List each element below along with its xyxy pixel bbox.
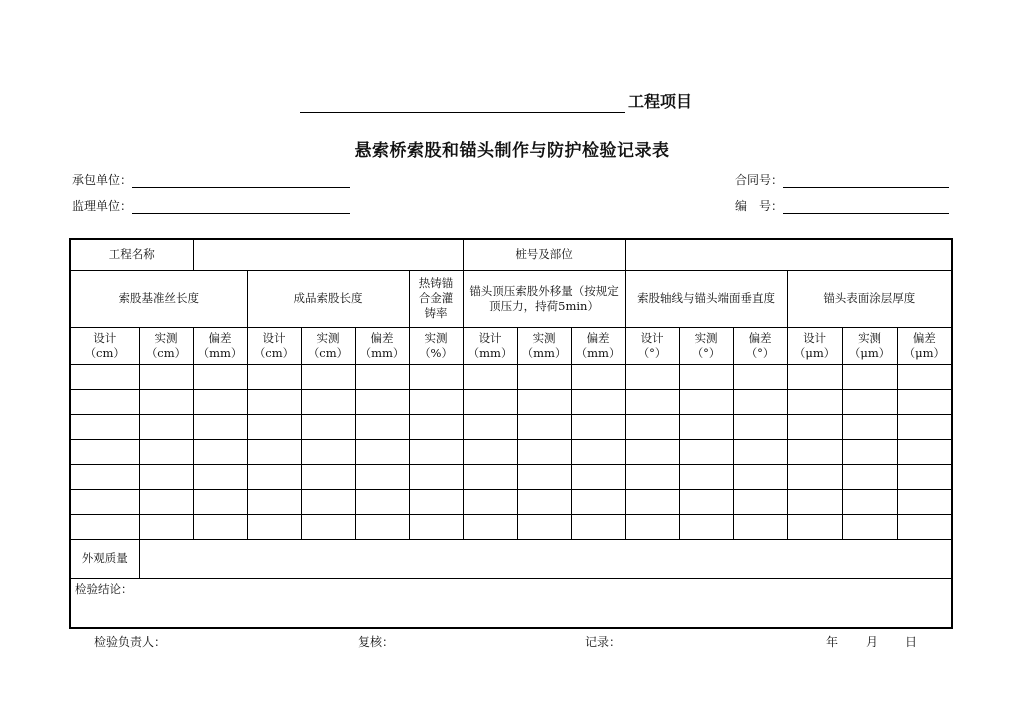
data-cell[interactable] [409,514,463,539]
subheader-unit: （mm） [467,345,513,360]
data-cell[interactable] [517,389,571,414]
data-cell[interactable] [733,439,787,464]
data-cell[interactable] [625,489,679,514]
subheader-name: 偏差 [370,330,394,345]
table-row [70,464,952,489]
data-cell[interactable] [193,489,247,514]
year-label: 年 [826,635,839,649]
data-cell[interactable] [301,389,355,414]
data-cell[interactable] [301,414,355,439]
data-cell[interactable] [897,439,952,464]
inspection-table [69,238,953,629]
data-cell[interactable] [842,514,897,539]
data-cell[interactable] [897,414,952,439]
subheader-unit: （mm） [197,345,243,360]
data-cell[interactable] [463,464,517,489]
group-header: 锚头表面涂层厚度 [787,270,952,327]
table-row [70,439,952,464]
station-label: 桩号及部位 [463,239,625,270]
subheader-cell [733,327,787,364]
subheader-name: 实测 [532,330,556,345]
subheader-unit: （%） [419,345,453,360]
data-cell[interactable] [355,389,409,414]
data-cell[interactable] [733,464,787,489]
data-cell[interactable] [625,389,679,414]
data-cell[interactable] [679,489,733,514]
data-cell[interactable] [70,439,139,464]
data-cell[interactable] [897,389,952,414]
data-cell[interactable] [247,364,301,389]
data-cell[interactable] [301,514,355,539]
data-cell[interactable] [787,464,842,489]
data-cell[interactable] [787,439,842,464]
data-cell[interactable] [625,464,679,489]
data-cell[interactable] [733,364,787,389]
data-cell[interactable] [463,414,517,439]
subheader-cell [301,327,355,364]
data-cell[interactable] [193,439,247,464]
subheader-cell [193,327,247,364]
data-cell[interactable] [301,439,355,464]
data-cell[interactable] [733,514,787,539]
data-cell[interactable] [787,364,842,389]
data-cell[interactable] [517,414,571,439]
data-cell[interactable] [355,464,409,489]
subheader-unit: （°） [691,345,721,360]
data-cell[interactable] [70,489,139,514]
data-cell[interactable] [517,464,571,489]
subheader-name: 偏差 [586,330,610,345]
subheader-cell [463,327,517,364]
data-cell[interactable] [409,389,463,414]
data-cell[interactable] [571,439,625,464]
data-cell[interactable] [679,464,733,489]
data-cell[interactable] [787,489,842,514]
data-cell[interactable] [139,389,193,414]
data-cell[interactable] [193,364,247,389]
data-cell[interactable] [842,389,897,414]
data-cell[interactable] [70,364,139,389]
data-cell[interactable] [409,464,463,489]
subheader-unit: （cm） [307,345,349,360]
data-cell[interactable] [517,439,571,464]
data-cell[interactable] [571,464,625,489]
project-name-row [70,239,952,270]
serial-no-row [735,197,949,214]
data-cell[interactable] [897,464,952,489]
subheader-unit: （mm） [521,345,567,360]
subheader-name: 实测 [316,330,340,345]
group-header: 热铸锚合金灌铸率 [409,270,463,327]
reviewer-label: 复核： [358,635,395,649]
data-cell[interactable] [463,489,517,514]
group-header: 锚头顶压索股外移量（按规定顶压力，持荷5min） [463,270,625,327]
subheader-cell [625,327,679,364]
data-cell[interactable] [897,364,952,389]
data-cell[interactable] [679,364,733,389]
data-cell[interactable] [679,414,733,439]
footer [0,633,1024,649]
month-label: 月 [866,635,879,649]
subheader-name: 实测 [694,330,718,345]
table-row [70,414,952,439]
data-cell[interactable] [193,514,247,539]
project-name-blank[interactable] [300,90,625,113]
data-cell[interactable] [139,514,193,539]
contract-no-row [735,171,949,188]
data-cell[interactable] [409,364,463,389]
data-cell[interactable] [247,389,301,414]
data-cell[interactable] [679,439,733,464]
subheader-unit: （cm） [145,345,187,360]
data-cell[interactable] [70,464,139,489]
subheader-name: 偏差 [208,330,232,345]
data-cell[interactable] [301,464,355,489]
data-cell[interactable] [787,514,842,539]
data-cell[interactable] [193,389,247,414]
data-cell[interactable] [517,489,571,514]
subheader-name: 偏差 [912,330,936,345]
data-cell[interactable] [139,364,193,389]
subheader-cell [679,327,733,364]
table-row [70,389,952,414]
serial-no-field[interactable] [783,197,949,214]
subheader-name: 设计 [262,330,286,345]
data-cell[interactable] [842,464,897,489]
subheader-unit: （μm） [903,345,945,360]
contractor-row [72,171,350,188]
subheader-cell [842,327,897,364]
group-header: 索股轴线与锚头端面垂直度 [625,270,787,327]
project-name-line [300,90,692,113]
data-cell[interactable] [571,489,625,514]
subheader-name: 设计 [640,330,664,345]
appearance-label: 外观质量 [70,539,139,578]
data-rows [70,364,952,539]
data-cell[interactable] [842,414,897,439]
subheader-unit: （°） [637,345,667,360]
data-cell[interactable] [571,389,625,414]
group-header: 成品索股长度 [247,270,409,327]
data-cell[interactable] [409,414,463,439]
subheader-cell [139,327,193,364]
subheader-name: 实测 [154,330,178,345]
project-name-cell[interactable] [193,239,463,270]
data-cell[interactable] [409,489,463,514]
data-cell[interactable] [139,414,193,439]
inspector-label: 检验负责人： [94,635,167,649]
data-cell[interactable] [301,489,355,514]
data-cell[interactable] [139,464,193,489]
subheader-name: 偏差 [748,330,772,345]
data-cell[interactable] [463,514,517,539]
data-cell[interactable] [70,414,139,439]
contractor-label: 承包单位： [72,173,133,187]
group-header-row [70,270,952,327]
data-cell[interactable] [625,514,679,539]
data-cell[interactable] [247,489,301,514]
data-cell[interactable] [571,364,625,389]
subheader-name: 设计 [803,330,827,345]
table-row [70,489,952,514]
data-cell[interactable] [409,439,463,464]
group-header: 索股基准丝长度 [70,270,247,327]
subheader-cell [897,327,952,364]
subheader-cell [247,327,301,364]
data-cell[interactable] [679,514,733,539]
data-cell[interactable] [463,389,517,414]
project-name-label: 工程名称 [70,239,193,270]
data-cell[interactable] [733,489,787,514]
data-cell[interactable] [679,389,733,414]
data-cell[interactable] [571,514,625,539]
subheader-unit: （°） [745,345,775,360]
subheader-name: 设计 [478,330,502,345]
data-cell[interactable] [733,414,787,439]
subheader-cell [355,327,409,364]
subheader-row [70,327,952,364]
data-cell[interactable] [463,439,517,464]
subheader-name: 设计 [93,330,117,345]
data-cell[interactable] [301,364,355,389]
serial-no-label: 编 号： [735,199,784,213]
contract-no-label: 合同号： [735,173,784,187]
day-label: 日 [905,635,918,649]
data-cell[interactable] [842,439,897,464]
data-cell[interactable] [842,489,897,514]
contractor-field[interactable] [132,171,350,188]
subheader-cell [787,327,842,364]
subheader-unit: （μm） [793,345,836,360]
data-cell[interactable] [247,439,301,464]
data-cell[interactable] [139,439,193,464]
data-cell[interactable] [571,414,625,439]
subheader-cell [517,327,571,364]
data-cell[interactable] [139,489,193,514]
subheader-unit: （cm） [253,345,295,360]
subheader-cell [70,327,139,364]
subheader-unit: （cm） [84,345,125,360]
data-cell[interactable] [70,514,139,539]
data-cell[interactable] [625,414,679,439]
data-cell[interactable] [787,414,842,439]
subheader-cell [409,327,463,364]
supervisor-row [72,197,350,214]
data-cell[interactable] [193,414,247,439]
recorder-label: 记录： [585,635,622,649]
data-cell[interactable] [70,389,139,414]
subheader-name: 实测 [858,330,882,345]
data-cell[interactable] [355,414,409,439]
conclusion-label: 检验结论： [75,581,133,596]
data-cell[interactable] [463,364,517,389]
table-row [70,364,952,389]
table-row [70,514,952,539]
data-cell[interactable] [355,364,409,389]
data-cell[interactable] [625,364,679,389]
page-title: 悬索桥索股和锚头制作与防护检验记录表 [354,141,670,161]
data-cell[interactable] [842,364,897,389]
subheader-unit: （μm） [848,345,891,360]
data-cell[interactable] [897,514,952,539]
data-cell[interactable] [787,389,842,414]
subheader-unit: （mm） [575,345,621,360]
conclusion-row [70,578,952,628]
data-cell[interactable] [517,514,571,539]
data-cell[interactable] [733,389,787,414]
project-suffix: 工程项目 [628,92,693,111]
supervisor-field[interactable] [132,197,350,214]
data-cell[interactable] [247,414,301,439]
data-cell[interactable] [355,514,409,539]
data-cell[interactable] [247,514,301,539]
station-cell[interactable] [625,239,952,270]
subheader-unit: （mm） [359,345,405,360]
appearance-cell[interactable] [139,539,952,578]
data-cell[interactable] [625,439,679,464]
subheader-cell [571,327,625,364]
data-cell[interactable] [355,489,409,514]
data-cell[interactable] [517,364,571,389]
contract-no-field[interactable] [783,171,949,188]
conclusion-cell[interactable] [70,578,952,628]
data-cell[interactable] [355,439,409,464]
data-cell[interactable] [193,464,247,489]
subheader-name: 实测 [424,330,448,345]
data-cell[interactable] [247,464,301,489]
data-cell[interactable] [897,489,952,514]
supervisor-label: 监理单位： [72,199,133,213]
appearance-row [70,539,952,578]
